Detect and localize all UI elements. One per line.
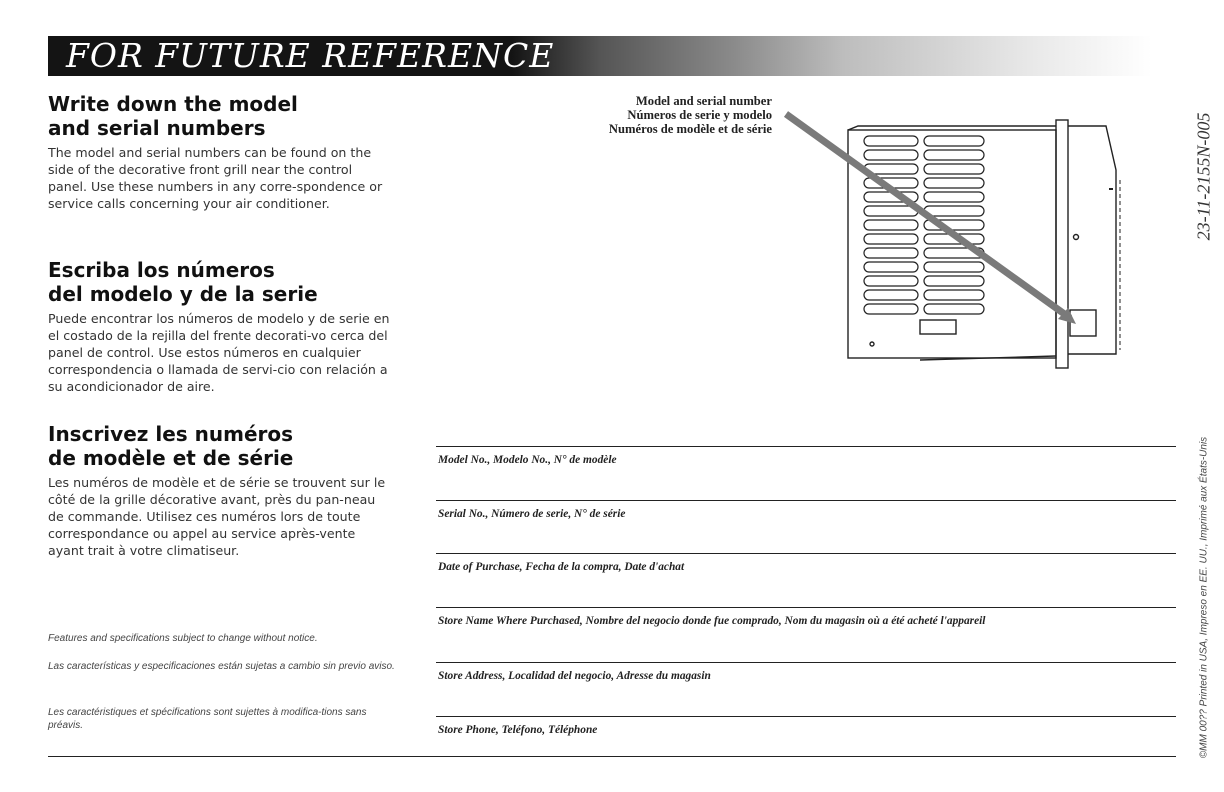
field-label-serial: Serial No., Número de serie, N° de série — [438, 508, 626, 520]
field-label-date: Date of Purchase, Fecha de la compra, Date d'achat — [438, 561, 685, 573]
ac-control-tab — [920, 320, 956, 334]
field-label-store-name: Store Name Where Purchased, Nombre del negocio donde fue comprado, Nom du magasin où a été acheté l'appareil — [438, 615, 986, 627]
heading-french: Inscrivez les numéros de modèle et de série — [48, 422, 294, 470]
field-store-address[interactable] — [436, 662, 1176, 682]
callout-line-es: Números de serie y modelo — [627, 108, 772, 122]
ac-screw — [1074, 235, 1079, 240]
callout-line-en: Model and serial number — [635, 94, 772, 108]
body-spanish: Puede encontrar los números de modelo y de serie en el costado de la rejilla del frente decorati-vo cerca del panel de control. Use estos números en cualquier correspondencia o llamada de servi-cio con relación a su acondicionador de aire. — [48, 311, 390, 394]
field-label-model: Model No., Modelo No., N° de modèle — [438, 454, 617, 466]
field-store-phone[interactable] — [436, 716, 1176, 736]
heading-english: Write down the model and serial numbers — [48, 92, 298, 140]
callout-line-fr: Numéros de modèle et de série — [608, 122, 772, 136]
bottom-divider — [48, 756, 1176, 757]
ac-louvers — [864, 136, 984, 314]
field-label-store-address: Store Address, Localidad del negocio, Adresse du magasin — [438, 670, 711, 682]
section-spanish — [48, 258, 408, 395]
notice-english: Features and specifications subject to change without notice. — [48, 633, 318, 644]
body-french: Les numéros de modèle et de série se trouvent sur le côté de la grille décorative avant, près du pan-neau de commande. Utilisez ces numéros lors de toute correspondance ou appel au service après-vente ayant trait à votre climatiseur. — [48, 475, 386, 558]
diagram-callout — [609, 94, 772, 136]
heading-spanish: Escriba los números del modelo y de la serie — [48, 258, 318, 306]
ac-screw-lower — [870, 342, 874, 346]
section-english — [48, 92, 408, 212]
field-model-number[interactable] — [436, 446, 1176, 466]
notice-spanish: Las características y especificaciones están sujetas a cambio sin previo aviso. — [48, 661, 395, 672]
document-code: 23-11-2155N-005 — [1193, 112, 1214, 241]
printed-in-notice: ©MM 00?? Printed in USA, Impreso en EE. UU., Imprimé aux États-Unis — [1198, 436, 1210, 759]
notice-french: Les caractéristiques et spécifications sont sujettes à modifica-tions sans préavis. — [48, 707, 367, 731]
field-label-store-phone: Store Phone, Teléfono, Téléphone — [438, 724, 598, 736]
air-conditioner-diagram — [780, 110, 1150, 380]
field-store-name[interactable] — [436, 607, 1176, 627]
banner — [48, 36, 1152, 76]
field-serial-number[interactable] — [436, 500, 1176, 520]
body-english: The model and serial numbers can be found on the side of the decorative front grill near the control panel. Use these numbers in any corre-spondence or service calls concerning your air conditioner. — [48, 145, 383, 211]
section-french — [48, 422, 408, 559]
ac-side-frame — [1056, 120, 1068, 368]
banner-title: FOR FUTURE REFERENCE — [66, 36, 555, 75]
field-date-of-purchase[interactable] — [436, 553, 1176, 573]
